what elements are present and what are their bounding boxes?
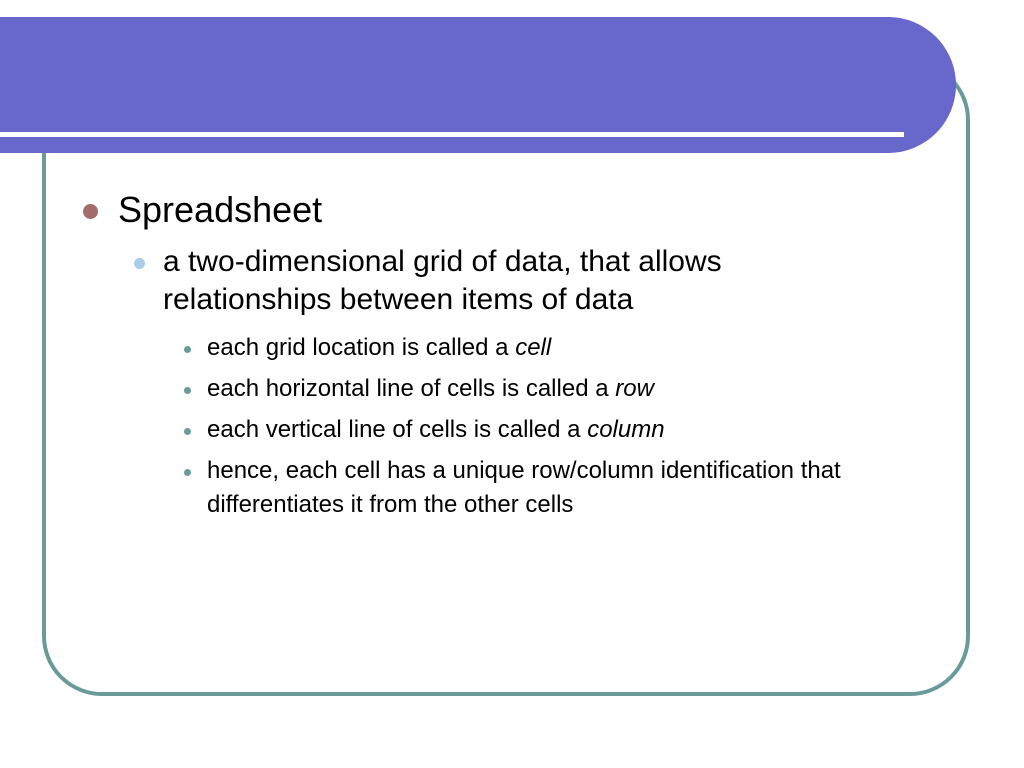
bullet-level3-emphasis: row	[615, 375, 654, 402]
bullet-level3-icon	[184, 469, 191, 476]
bullet-level3-text: hence, each cell has a unique row/column identification that differentiates it from the other cells	[207, 457, 841, 518]
bullet-level3-emphasis: column	[587, 416, 665, 443]
bullet-level3-icon	[184, 387, 191, 394]
bullet-level3-text: each grid location is called a	[207, 334, 516, 361]
bullet-level3-text: each horizontal line of cells is called a	[207, 375, 616, 402]
bullet-level3-item	[207, 331, 927, 365]
bullet-level3-text: each vertical line of cells is called a	[207, 416, 588, 443]
bullet-level3-item	[207, 413, 927, 447]
bullet-level3-icon	[184, 346, 191, 353]
bullet-level1-text: Spreadsheet	[118, 189, 323, 230]
bullet-level2-text: a two-dimensional grid of data, that allows relationships between items of data	[163, 245, 722, 316]
bullet-level3-emphasis: cell	[515, 334, 552, 361]
bullet-level1-icon	[83, 204, 98, 219]
bullet-level3-item	[207, 454, 907, 522]
bullet-level2-icon	[134, 258, 145, 269]
bullet-level3-icon	[184, 428, 191, 435]
bullet-level3-item	[207, 372, 927, 406]
